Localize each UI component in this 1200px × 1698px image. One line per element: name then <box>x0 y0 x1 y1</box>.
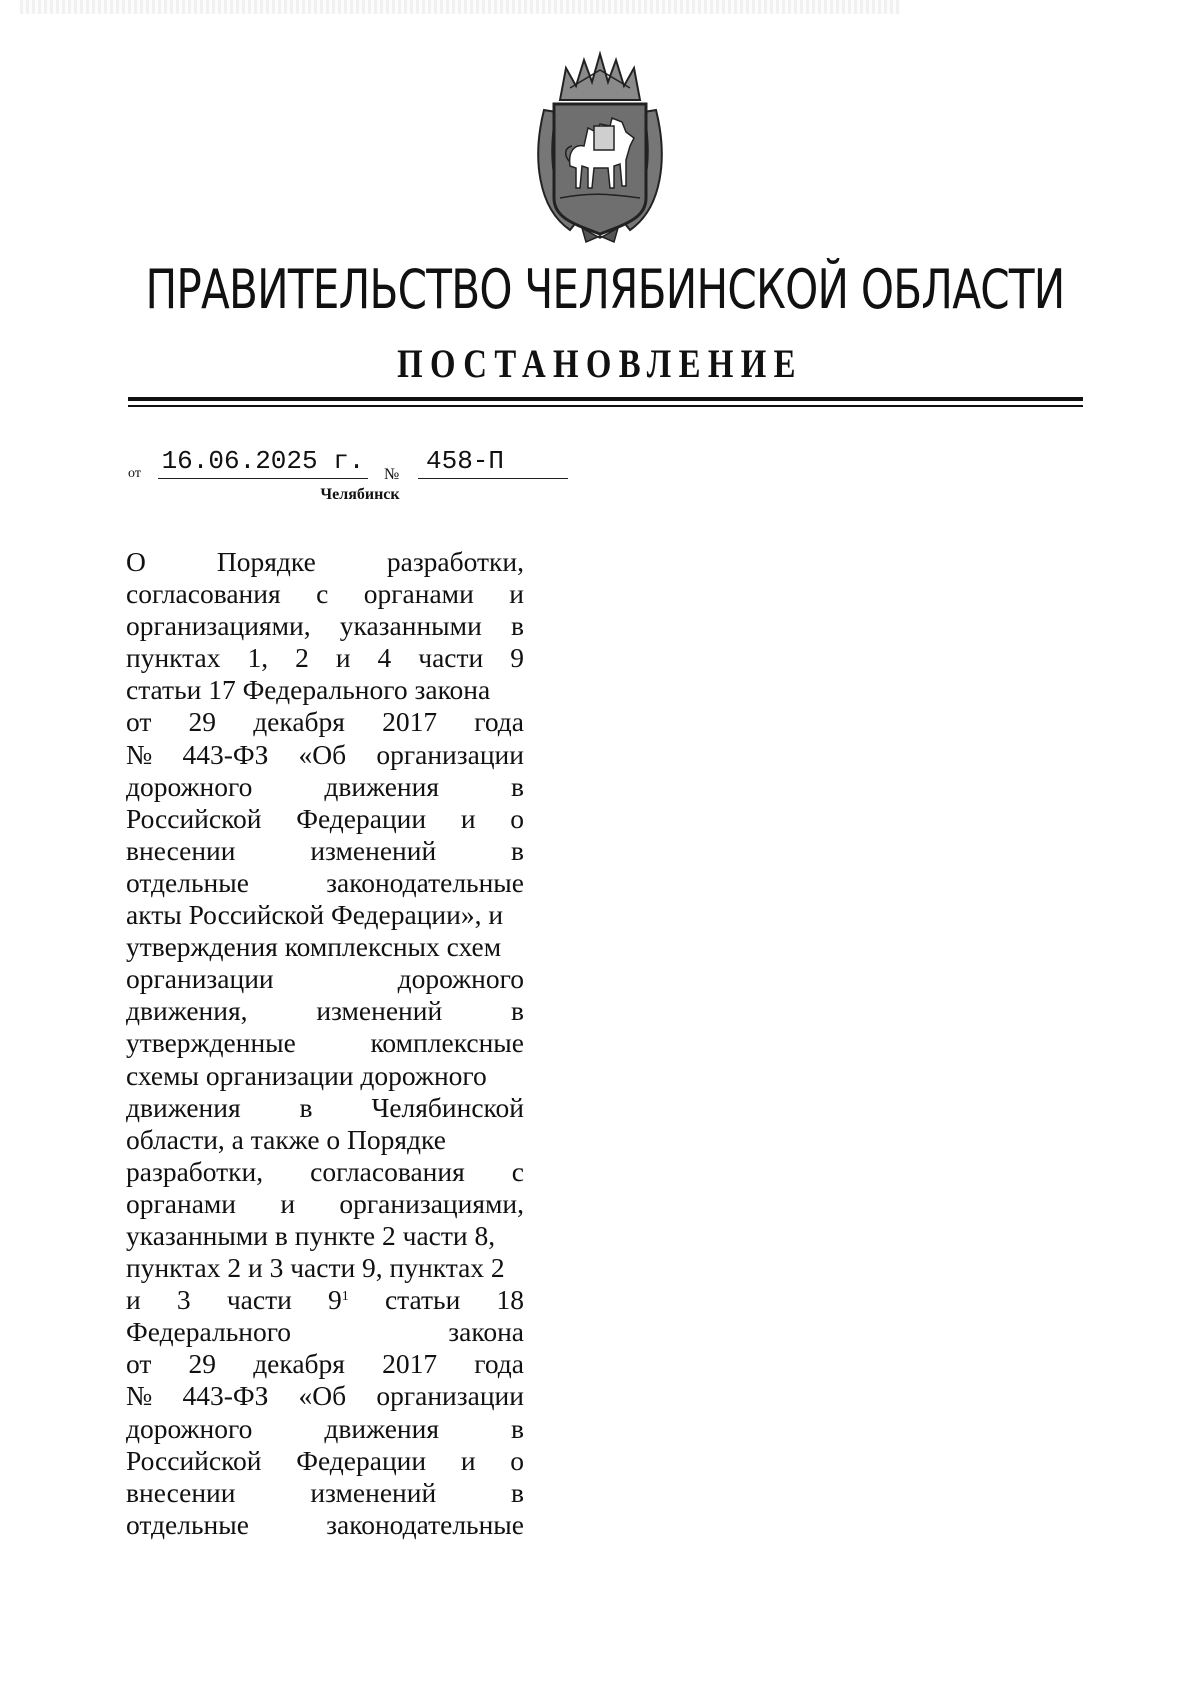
subject-word: Федерации <box>296 802 427 834</box>
subject-word: части <box>418 642 484 674</box>
subject-word: законодательные <box>326 1508 524 1540</box>
subject-line <box>126 1316 524 1348</box>
subject-word: внесении <box>126 1476 236 1508</box>
subject-word: и <box>126 1284 141 1316</box>
subject-word: движения <box>126 1091 241 1123</box>
subject-word: года <box>474 706 524 738</box>
subject-word: в <box>511 770 524 802</box>
subject-line <box>126 1348 524 1380</box>
subject-word: Российской <box>126 1444 262 1476</box>
subject-word: года <box>474 1348 524 1380</box>
city-name: Челябинск <box>320 486 400 503</box>
subject-word: указанными в пункте 2 части 8, <box>126 1219 496 1251</box>
subject-word: указанными <box>339 610 482 642</box>
subject-line <box>126 803 524 835</box>
subject-word: 4 <box>377 642 392 674</box>
subject-word: части <box>226 1284 292 1316</box>
subject-line <box>126 963 524 995</box>
subject-line <box>126 1380 524 1412</box>
subject-word: и <box>280 1187 296 1219</box>
subject-word: Федерального <box>126 1316 292 1348</box>
subject-word: от <box>126 706 152 738</box>
subject-word: внесении <box>126 834 236 866</box>
subject-word: отдельные <box>126 866 249 898</box>
subject-line <box>126 1060 524 1092</box>
subject-line <box>126 1509 524 1541</box>
subject-line <box>126 1027 524 1059</box>
subject-line <box>126 931 524 963</box>
subject-word: 3 <box>176 1284 191 1316</box>
subject-line <box>126 1156 524 1188</box>
subject-word: о <box>510 1444 524 1476</box>
subject-word: и <box>460 802 476 834</box>
subject-line <box>126 546 524 578</box>
subject-word: и <box>335 642 351 674</box>
document-subject <box>126 546 524 1541</box>
subject-line <box>126 835 524 867</box>
subject-word: изменений <box>316 995 443 1027</box>
subject-word: с <box>316 578 329 610</box>
subject-word: утвержденные <box>126 1027 296 1059</box>
subject-word: организациями, <box>126 610 311 642</box>
subject-word: в <box>511 1476 524 1508</box>
subject-line <box>126 995 524 1027</box>
subject-word: движения, <box>126 995 248 1027</box>
subject-word: Порядке <box>216 546 316 577</box>
subject-line <box>126 1284 524 1316</box>
subject-word: в <box>299 1091 313 1123</box>
subject-word: движения <box>324 1412 439 1444</box>
subject-word: Российской <box>126 802 262 834</box>
subject-word: № <box>126 1380 153 1412</box>
subject-word: изменений <box>310 834 437 866</box>
subject-word: закона <box>448 1316 524 1348</box>
subject-word: 443-ФЗ <box>182 738 269 770</box>
subject-line <box>126 1477 524 1509</box>
subject-line <box>126 1220 524 1252</box>
subject-line <box>126 771 524 803</box>
subject-word: пунктах 2 и 3 части 9, пунктах 2 <box>126 1252 505 1284</box>
subject-word: дорожного <box>397 963 524 995</box>
subject-word: органами <box>363 578 474 610</box>
subject-word: 2 <box>295 642 309 674</box>
date-prefix: от <box>128 466 141 481</box>
subject-line <box>126 1092 524 1124</box>
subject-word: организации <box>376 1380 524 1412</box>
subject-word: дорожного <box>126 770 253 802</box>
subject-line <box>126 706 524 738</box>
subject-word: органами <box>126 1187 237 1219</box>
document-date: 16.06.2025 г. <box>158 446 368 479</box>
subject-word: разработки, <box>386 546 524 577</box>
subject-word: отдельные <box>126 1508 249 1540</box>
subject-word: организациями, <box>339 1187 524 1219</box>
document-number: 458-П <box>418 446 568 479</box>
document-meta <box>128 444 568 484</box>
subject-word: согласования <box>126 578 281 610</box>
subject-word: разработки, <box>126 1155 264 1187</box>
subject-line <box>126 674 524 706</box>
subject-word: с <box>511 1155 524 1187</box>
subject-line <box>126 1124 524 1156</box>
header-divider-thick <box>128 397 1083 401</box>
subject-line <box>126 1413 524 1445</box>
subject-word: декабря <box>253 1348 345 1380</box>
scan-artifact <box>20 0 900 14</box>
subject-word: изменений <box>310 1476 437 1508</box>
subject-word: 443-ФЗ <box>182 1380 269 1412</box>
subject-word: 9 <box>510 642 524 674</box>
subject-word: утверждения комплексных схем <box>126 931 502 963</box>
subject-word: $9^1$ <box>328 1284 349 1316</box>
subject-line <box>126 578 524 610</box>
subject-word: области, а также о Порядке <box>126 1123 446 1155</box>
subject-word: и <box>509 578 524 610</box>
document-type-title: ПОСТАНОВЛЕНИЕ <box>397 341 803 386</box>
subject-word: 18 <box>496 1284 524 1316</box>
subject-word: «Об <box>298 738 347 770</box>
subject-word: 2017 <box>382 706 438 738</box>
subject-word: 29 <box>188 1348 217 1380</box>
number-prefix: № <box>384 466 400 483</box>
subject-word: движения <box>324 770 439 802</box>
subject-word: 2017 <box>382 1348 438 1380</box>
subject-word: статьи 17 Федерального закона <box>126 674 491 706</box>
subject-word: в <box>511 995 524 1027</box>
subject-word: статьи <box>384 1284 461 1316</box>
subject-word: организации <box>376 738 524 770</box>
subject-line <box>126 739 524 771</box>
government-title: ПРАВИТЕЛЬСТВО ЧЕЛЯБИНСКОЙ ОБЛАСТИ <box>145 258 1065 321</box>
subject-line <box>126 1188 524 1220</box>
superscript-mark: 1 <box>341 1289 349 1305</box>
subject-word: декабря <box>253 706 345 738</box>
subject-word: в <box>510 610 524 642</box>
subject-line <box>126 610 524 642</box>
subject-word: и <box>460 1444 476 1476</box>
header-divider-thin <box>128 405 1083 407</box>
subject-line <box>126 899 524 931</box>
subject-word: акты Российской Федерации», и <box>126 899 504 931</box>
subject-word: пунктах <box>126 642 221 674</box>
subject-line <box>126 1252 524 1284</box>
subject-word: О <box>126 546 146 577</box>
subject-word: Федерации <box>296 1444 427 1476</box>
subject-word: согласования <box>310 1155 465 1187</box>
subject-word: 1, <box>247 642 269 674</box>
coat-of-arms-icon <box>530 48 670 244</box>
subject-word: Челябинской <box>371 1091 524 1123</box>
subject-word: «Об <box>298 1380 347 1412</box>
subject-word: в <box>511 1412 524 1444</box>
subject-word: дорожного <box>126 1412 253 1444</box>
subject-word: 29 <box>188 706 217 738</box>
subject-word: от <box>126 1348 152 1380</box>
subject-word: в <box>511 834 524 866</box>
subject-word: законодательные <box>326 866 524 898</box>
subject-word: комплексные <box>370 1027 524 1059</box>
subject-word: организации <box>126 963 274 995</box>
subject-word: о <box>510 802 524 834</box>
subject-word: № <box>126 738 153 770</box>
subject-line <box>126 867 524 899</box>
subject-word: схемы организации дорожного <box>126 1059 487 1091</box>
subject-line <box>126 642 524 674</box>
subject-line <box>126 1445 524 1477</box>
